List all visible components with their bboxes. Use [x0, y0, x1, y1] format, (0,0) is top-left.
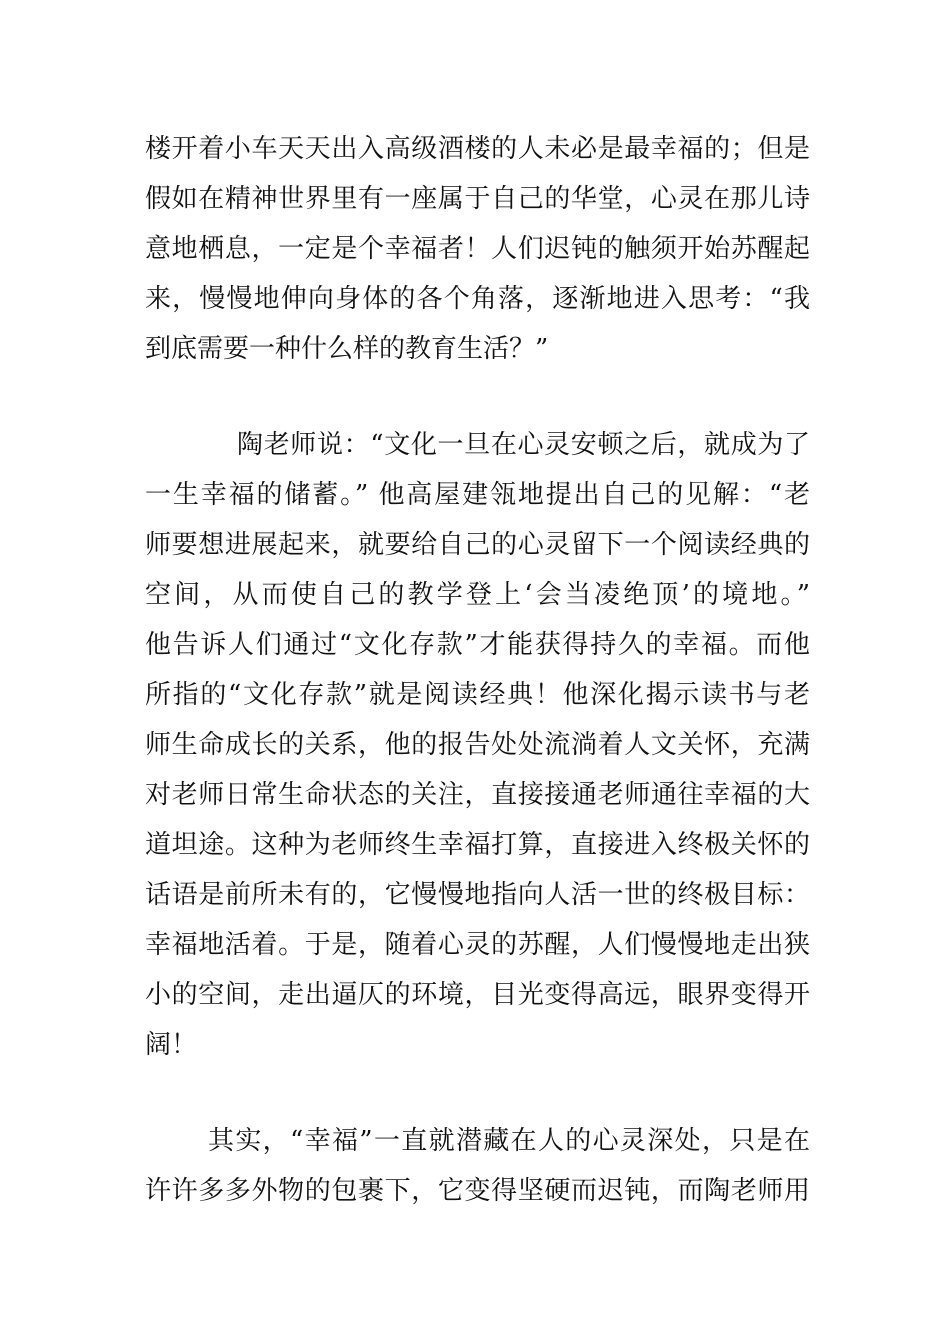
- text-line: 师要想进展起来，就要给自己的心灵留下一个阅读经典的: [145, 530, 810, 560]
- paragraph-3: [145, 1116, 810, 1216]
- text-line: 其实，“幸福”一直就潜藏在人的心灵深处，只是在: [208, 1126, 810, 1156]
- text-line: 道坦途。这种为老师终生幸福打算，直接进入终极关怀的: [145, 830, 810, 860]
- paragraph-2: [145, 420, 810, 1070]
- text-line: 意地栖息，一定是个幸福者！人们迟钝的触须开始苏醒起: [145, 234, 810, 264]
- text-line: 师生命成长的关系，他的报告处处流淌着人文关怀，充满: [145, 730, 810, 760]
- text-line: 所指的“文化存款”就是阅读经典！他深化揭示读书与老: [145, 680, 810, 710]
- text-line: 一生幸福的储蓄。” 他高屋建瓴地提出自己的见解：“老: [145, 480, 810, 510]
- text-line: 他告诉人们通过“文化存款”才能获得持久的幸福。而他: [145, 630, 810, 660]
- text-line: 小的空间，走出逼仄的环境，目光变得高远，眼界变得开: [145, 980, 810, 1010]
- paragraph-1: [145, 124, 810, 374]
- text-line: 假如在精神世界里有一座属于自己的华堂，心灵在那儿诗: [145, 184, 810, 214]
- text-line: 话语是前所未有的，它慢慢地指向人活一世的终极目标：: [145, 880, 810, 910]
- text-line: 陶老师说：“文化一旦在心灵安顿之后，就成为了: [237, 430, 810, 460]
- text-line: 对老师日常生命状态的关注，直接接通老师通往幸福的大: [145, 780, 810, 810]
- text-line: 幸福地活着。于是，随着心灵的苏醒，人们慢慢地走出狭: [145, 930, 810, 960]
- text-line: 来，慢慢地伸向身体的各个角落，逐渐地进入思考：“我: [145, 284, 810, 314]
- text-line: 阔！: [145, 1030, 198, 1060]
- text-line: 楼开着小车天天出入高级酒楼的人未必是最幸福的；但是: [145, 134, 810, 164]
- text-line: 许许多多外物的包裹下，它变得坚硬而迟钝，而陶老师用: [145, 1176, 810, 1206]
- text-line: 空间，从而使自己的教学登上‘会当凌绝顶’的境地。”: [145, 580, 810, 610]
- text-line: 到底需要一种什么样的教育生活？”: [145, 334, 549, 364]
